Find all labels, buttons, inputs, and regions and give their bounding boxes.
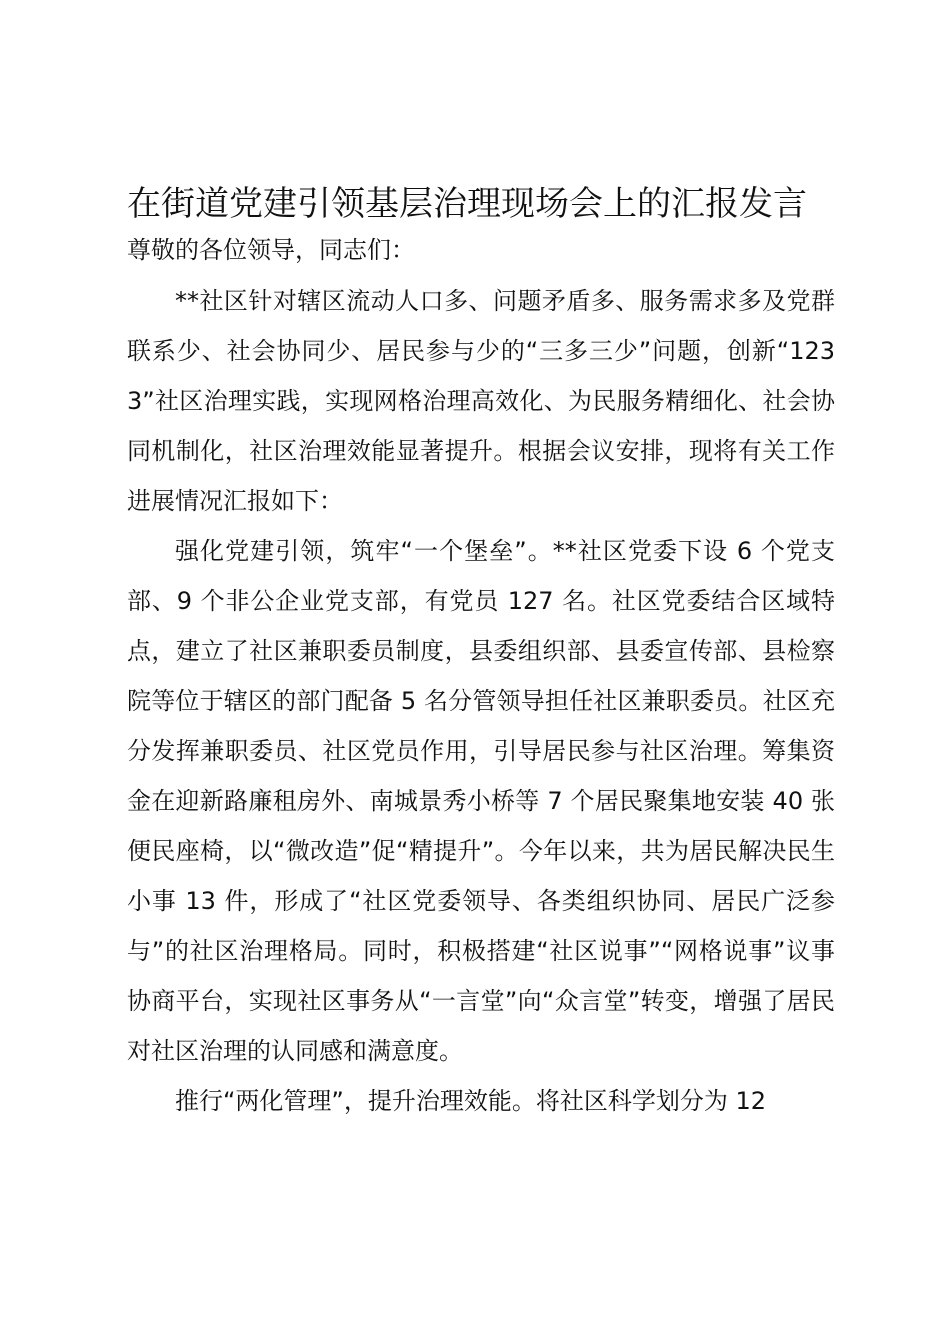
document-page — [127, 176, 835, 1126]
paragraph-two-management: 推行“两化管理”，提升治理效能。将社区科学划分为 12 — [175, 1087, 767, 1115]
salutation: 尊敬的各位领导，同志们： — [127, 236, 415, 264]
paragraph-intro: **社区针对辖区流动人口多、问题矛盾多、服务需求多及党群联系少、社会协同少、居民参与少的“三多三少”问题，创新“1233”社区治理实践，实现网格治理高效化、为民服务精细化、社会协同机制化，社区治理效能显著提升。根据会议安排，现将有关工作进展情况汇报如下： — [127, 287, 835, 515]
paragraph-party-building: 强化党建引领，筑牢“一个堡垒”。**社区党委下设 6 个党支部、9 个非公企业党支部，有党员 127 名。社区党委结合区域特点，建立了社区兼职委员制度，县委组织部、县委宣传部、县检察院等位于辖区的部门配备 5 名分管领导担任社区兼职委员。社区充分发挥兼职委员、社区党员作用，引导居民参与社区治理。筹集资金在迎新路廉租房外、南城景秀小桥等 7 个居民聚集地安装 40 张便民座椅，以“微改造”促“精提升”。今年以来，共为居民解决民生小事 13 件，形成了“社区党委领导、各类组织协同、居民广泛参与”的社区治理格局。同时，积极搭建“社区说事”“网格说事”议事协商平台，实现社区事务从“一言堂”向“众言堂”转变，增强了居民对社区治理的认同感和满意度。 — [127, 537, 835, 1065]
document-title: 在街道党建引领基层治理现场会上的汇报发言 — [127, 184, 807, 224]
